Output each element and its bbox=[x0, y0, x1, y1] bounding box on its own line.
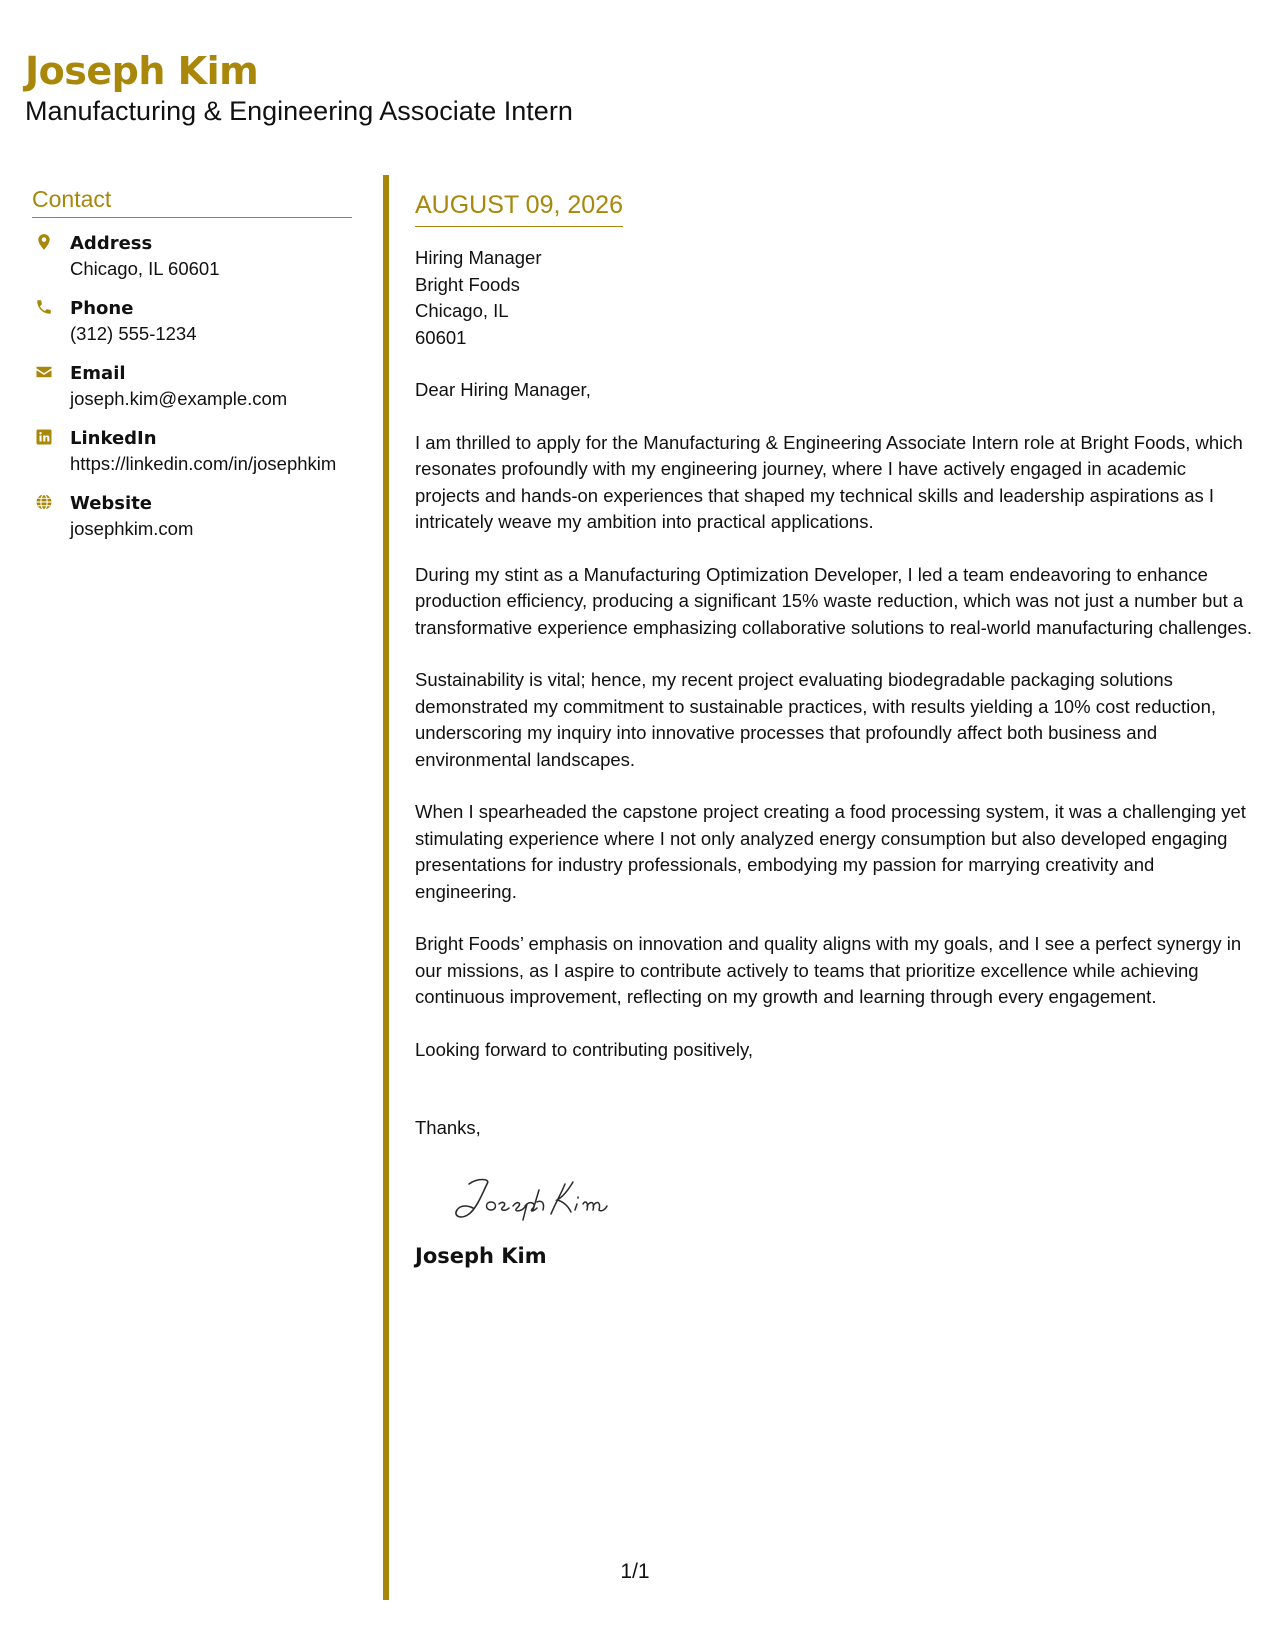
phone-icon bbox=[35, 298, 53, 316]
handwritten-signature bbox=[447, 1170, 647, 1226]
signed-name: Joseph Kim bbox=[415, 1243, 547, 1268]
linkedin-value[interactable]: https://linkedin.com/in/josephkim bbox=[70, 453, 337, 474]
applicant-name: Joseph Kim bbox=[25, 49, 259, 93]
address-value: Chicago, IL 60601 bbox=[70, 258, 220, 279]
sign-off: Thanks, bbox=[415, 1117, 481, 1138]
map-pin-icon bbox=[35, 233, 53, 251]
contact-label: Address bbox=[70, 233, 153, 254]
contact-heading: Contact bbox=[32, 186, 352, 218]
contact-item-phone bbox=[32, 296, 352, 346]
phone-value: (312) 555-1234 bbox=[70, 323, 197, 344]
contact-sidebar bbox=[32, 186, 352, 556]
letter-paragraph: I am thrilled to apply for the Manufacturing & Engineering Associate Intern role at Bright Foods, which resonates profoundly with my engineering journey, where I have actively engaged in academic projects and hands-on experiences that shaped my technical skills and leadership aspirations as I intricately weave my ambition into practical applications. bbox=[415, 431, 1243, 532]
letter-body bbox=[415, 190, 1255, 1270]
recipient-title: Hiring Manager bbox=[415, 247, 542, 268]
contact-label: LinkedIn bbox=[70, 428, 157, 449]
website-value[interactable]: josephkim.com bbox=[70, 518, 194, 539]
contact-item-email bbox=[32, 361, 352, 411]
recipient-city: Chicago, IL bbox=[415, 300, 509, 321]
letter-paragraph: Sustainability is vital; hence, my recent project evaluating biodegradable packaging solutions demonstrated my commitment to sustainable practices, with results yielding a 10% cost reduction, underscoring my inquiry into innovative processes that profoundly affect both business and environmental landscapes. bbox=[415, 669, 1217, 770]
email-value[interactable]: joseph.kim@example.com bbox=[70, 388, 288, 409]
letter-paragraph: When I spearheaded the capstone project creating a food processing system, it was a challenging yet stimulating experience where I not only analyzed energy consumption but also developed engaging presentations for industry professionals, embodying my passion for marrying creativity and engineering. bbox=[415, 801, 1246, 902]
recipient-zip: 60601 bbox=[415, 326, 467, 348]
resume-header bbox=[25, 48, 573, 128]
contact-label: Email bbox=[70, 363, 126, 384]
salutation: Dear Hiring Manager, bbox=[415, 379, 591, 400]
envelope-icon bbox=[35, 363, 53, 381]
contact-item-linkedin bbox=[32, 426, 352, 476]
contact-label: Phone bbox=[70, 298, 134, 319]
column-divider bbox=[383, 175, 389, 1600]
job-title: Manufacturing & Engineering Associate Intern bbox=[25, 96, 573, 126]
contact-item-website bbox=[32, 491, 352, 541]
linkedin-icon bbox=[35, 428, 53, 446]
contact-item-address bbox=[32, 231, 352, 281]
letter-date: AUGUST 09, 2026 bbox=[415, 190, 623, 227]
letter-paragraph: Bright Foods’ emphasis on innovation and quality aligns with my goals, and I see a perfect synergy in our missions, as I aspire to contribute actively to teams that prioritize excellence while achieving continuous improvement, reflecting on my growth and learning through every engagement. bbox=[415, 933, 1242, 1007]
recipient-block bbox=[415, 245, 1255, 351]
closing-line: Looking forward to contributing positively, bbox=[415, 1038, 753, 1060]
page-number: 1/1 bbox=[620, 1560, 650, 1583]
contact-label: Website bbox=[70, 493, 153, 514]
letter-paragraph: During my stint as a Manufacturing Optimization Developer, I led a team endeavoring to enhance production efficiency, producing a significant 15% waste reduction, which was not just a number but a transformative experience emphasizing collaborative solutions to real-world manufacturing challenges. bbox=[415, 563, 1253, 638]
globe-icon bbox=[35, 493, 53, 511]
recipient-company: Bright Foods bbox=[415, 273, 520, 295]
